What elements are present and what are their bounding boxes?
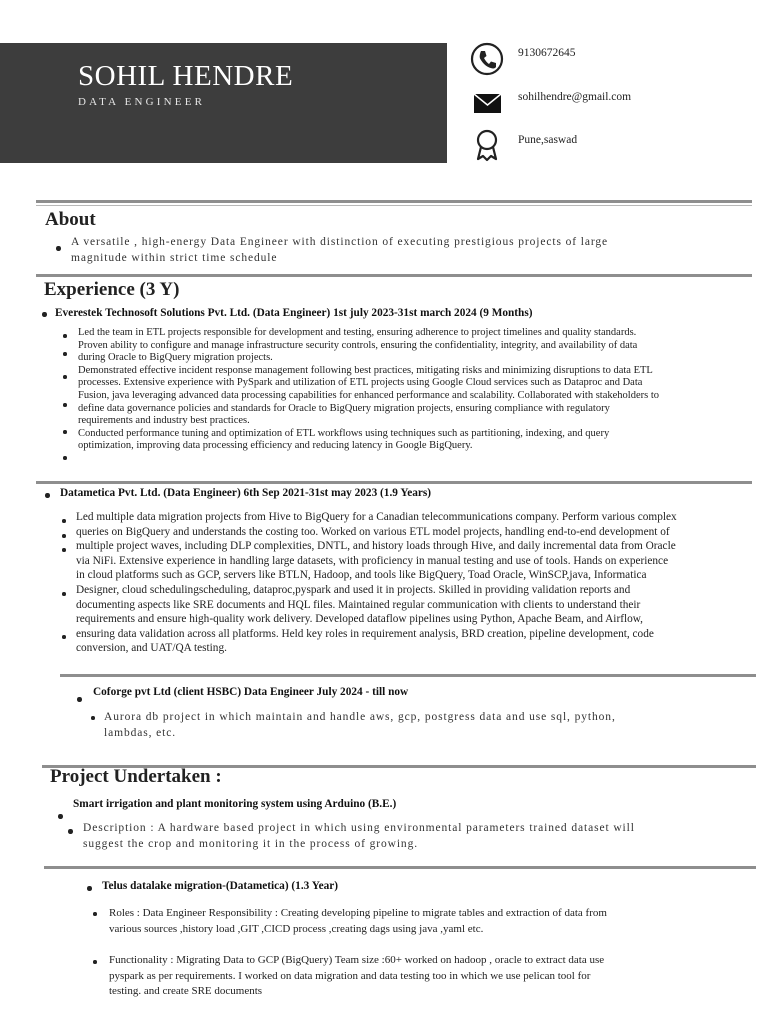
bullet	[58, 814, 63, 819]
job-description: Aurora db project in which maintain and handle aws, gcp, postgress data and use sql, python, lambdas, etc.	[104, 711, 616, 739]
bullet	[62, 548, 66, 552]
bullet	[68, 829, 73, 834]
bullet	[63, 430, 67, 434]
divider	[36, 200, 752, 203]
divider	[36, 274, 752, 277]
job-title: Datametica Pvt. Ltd. (Data Engineer) 6th Sep 2021-31st may 2023 (1.9 Years)	[60, 487, 432, 499]
bullet	[56, 246, 61, 251]
bullet	[63, 352, 67, 356]
bullet	[93, 960, 97, 964]
bullet	[77, 697, 82, 702]
project-title: Smart irrigation and plant monitoring system using Arduino (B.E.)	[73, 798, 397, 810]
mail-icon	[470, 88, 504, 122]
bullet	[91, 716, 95, 720]
project-roles: Roles : Data Engineer Responsibility : Creating developing pipeline to migrate tables and extraction of data from various sources ,history load ,GIT ,CICD process ,creating dags using java ,yaml etc.	[109, 907, 607, 935]
projects-heading: Project Undertaken :	[50, 766, 222, 787]
job-description: Led multiple data migration projects from Hive to BigQuery for a Canadian telecommunications company. Perform various complex queries on BigQuery and understands the costing too. Worked on various ETL model projects, handling end-to-end development of multiple project waves, including DLP complexities, DNTL, and history loads through Hive, and daily incremental data from Oracle via NiFi. Extensive experience in handling large datasets, with proficiency in manual testing and use of tools. Hands on experience in cloud platforms such as GCP, servers like BTLN, Hadoop, and tools like BigQuery, Toad Oracle, WinSCP,java, Informatica Designer, cloud schedulingscheduling, dataproc,pyspark and used it in projects. Skilled in providing validation reports and documenting aspects like SRE documents and HQL files. Maintained regular communication with clients to understand their requirements and ensure high-quality work delivery. Developed dataflow pipelines using Python, Apache Beam, and Airflow, ensuring data validation across all platforms. Held key roles in requirement analysis, BRD creation, pipeline development, code conversion, and UAT/QA testing.	[76, 511, 677, 655]
about-heading: About	[45, 209, 96, 230]
phone-icon	[470, 42, 504, 76]
bullet	[62, 534, 66, 538]
job-description: Led the team in ETL projects responsible for development and testing, ensuring adherence to project timelines and quality standards. Proven ability to configure and manage infrastructure security controls, ensuring the confidentiality, integrity, and availability of data during Oracle to BigQuery migration projects. Demonstrated effective incident response management following best practices, mitigating risks and minimizing disruptions to data ETL processes. Extensive experience with PySpark and utilization of ETL projects using Google Cloud services such as Dataproc and Data Fusion, java leveraging advanced data processing capabilities for enhanced performance and scalability. Collaborated with stakeholders to define data governance policies and standards for Oracle to BigQuery migration projects, ensuring compliance with regulatory requirements and industry best practices. Conducted performance tuning and optimization of ETL workflows using techniques such as partitioning, indexing, and query optimization, improving data processing efficiency and reducing latency in Google BigQuery.	[78, 327, 659, 452]
project-description: Description : A hardware based project in which using environmental parameters trained dataset will suggest the crop and monitoring it in the process of growing.	[83, 822, 635, 850]
bullet	[93, 912, 97, 916]
candidate-role: DATA ENGINEER	[78, 96, 206, 108]
divider	[44, 866, 756, 869]
bullet	[63, 375, 67, 379]
experience-heading: Experience (3 Y)	[44, 279, 180, 300]
divider	[36, 205, 752, 206]
bullet	[87, 886, 92, 891]
job-title: Coforge pvt Ltd (client HSBC) Data Engineer July 2024 - till now	[93, 686, 409, 698]
location-icon	[470, 128, 504, 162]
divider	[36, 481, 752, 484]
phone-number: 9130672645	[518, 47, 576, 59]
bullet	[62, 635, 66, 639]
about-text: A versatile , high-energy Data Engineer with distinction of executing prestigious projects of large magnitude within strict time schedule	[71, 236, 609, 264]
project-functionality: Functionality : Migrating Data to GCP (BigQuery) Team size :60+ worked on hadoop , oracle to extract data use pyspark as per requirements. I worked on data migration and data testing too in which we use pelican tool for testing. and create SRE documents	[109, 954, 605, 997]
email-address: sohilhendre@gmail.com	[518, 91, 632, 103]
bullet	[63, 456, 67, 460]
bullet	[45, 493, 50, 498]
bullet	[63, 334, 67, 338]
bullet	[62, 519, 66, 523]
bullet	[63, 403, 67, 407]
project-title: Telus datalake migration-(Datametica) (1.3 Year)	[102, 880, 339, 892]
bullet	[62, 592, 66, 596]
divider	[60, 674, 756, 677]
bullet	[42, 312, 47, 317]
location-text: Pune,saswad	[518, 134, 578, 146]
candidate-name: SOHIL HENDRE	[78, 60, 294, 92]
job-title: Everestek Technosoft Solutions Pvt. Ltd. (Data Engineer) 1st july 2023-31st march 2024 (9 Months)	[55, 307, 533, 319]
